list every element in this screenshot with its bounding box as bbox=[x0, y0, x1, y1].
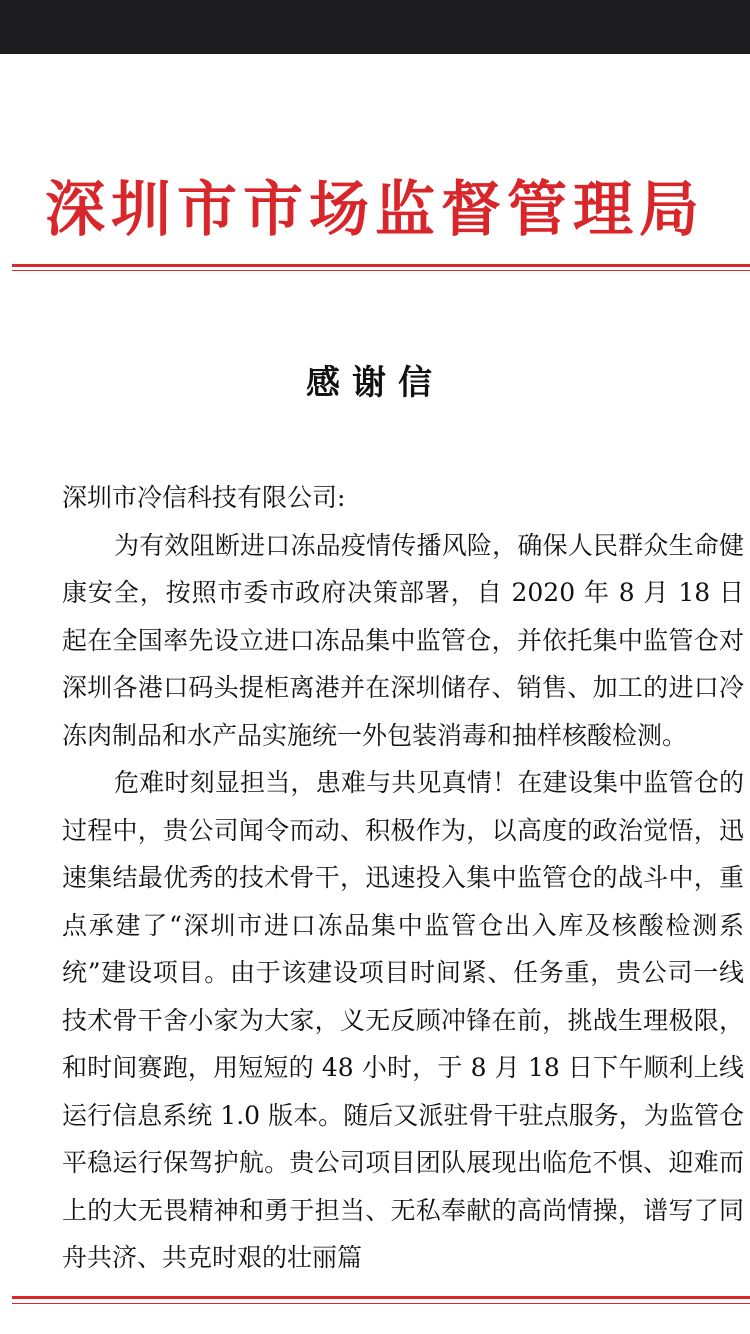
status-bar bbox=[0, 0, 750, 54]
letterhead-divider bbox=[12, 264, 750, 267]
letter-body bbox=[62, 474, 744, 1282]
letterhead-divider-thin bbox=[12, 270, 750, 271]
footer-divider-thin bbox=[12, 1303, 750, 1304]
footer-divider bbox=[12, 1296, 750, 1299]
paragraph-2: 危难时刻显担当，患难与共见真情！在建设集中监管仓的过程中，贵公司闻令而动、积极作为，以高度的政治觉悟，迅速集结最优秀的技术骨干，迅速投入集中监管仓的战斗中，重点承建了“深圳市进口冻品集中监管仓出入库及核酸检测系统”建设项目。由于该建设项目时间紧、任务重，贵公司一线技术骨干舍小家为大家，义无反顾冲锋在前，挑战生理极限，和时间赛跑，用短短的 48 小时，于 8 月 18 日下午顺利上线运行信息系统 1.0 版本。随后又派驻骨干驻点服务，为监管仓平稳运行保驾护航。贵公司项目团队展现出临危不惧、迎难而上的大无畏精神和勇于担当、无私奉献的高尚情操，谱写了同舟共济、共克时艰的壮丽篇 bbox=[62, 768, 744, 1272]
letter-title: 感谢信 bbox=[306, 363, 444, 403]
letterhead-agency-name: 深圳市市场监督管理局 bbox=[45, 175, 705, 245]
paragraph-1: 为有效阻断进口冻品疫情传播风险，确保人民群众生命健康安全，按照市委市政府决策部署，自 2020 年 8 月 18 日起在全国率先设立进口冻品集中监管仓，并依托集中监管仓对深圳各港口码头提柜离港并在深圳储存、销售、加工的进口冷冻肉制品和水产品实施统一外包装消毒和抽样核酸检测。 bbox=[62, 530, 744, 750]
salutation: 深圳市冷信科技有限公司: bbox=[62, 483, 346, 512]
